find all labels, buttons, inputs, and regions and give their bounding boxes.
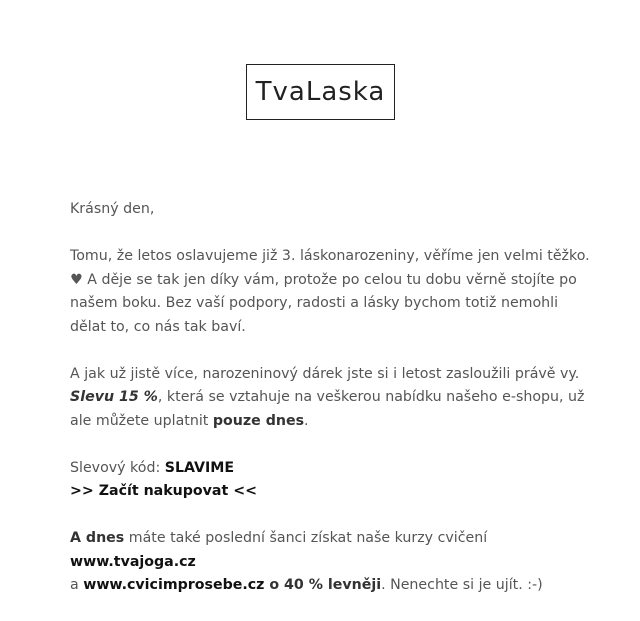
paragraph-courses <box>70 527 590 598</box>
paragraph-anniversary: Tomu, že letos oslavujeme již 3. láskonarozeniny, věříme jen velmi těžko. ♥ A děje se tak jen díky vám, protože po celou tu dobu věrně stojíte po našem boku. Bez vaší podpory, radosti a lásky bychom totiž nemohli dělat to, co nás tak baví. <box>70 248 590 335</box>
discount-code-label: Slevový kód: <box>70 459 165 476</box>
start-shopping-link[interactable]: >> Začít nakupovat << <box>70 483 258 499</box>
cvicimprosebe-link[interactable]: www.cvicimprosebe.cz <box>83 577 265 593</box>
courses-and: a <box>70 577 84 593</box>
courses-end: . Nenechte si je ujít. :-) <box>381 577 543 593</box>
greeting: Krásný den, <box>70 201 155 217</box>
discount-code-value: SLAVIME <box>164 459 235 476</box>
brand-logo-text: TvaLaska <box>255 77 386 107</box>
today-text: A dnes <box>70 530 125 546</box>
brand-logo <box>246 64 395 120</box>
only-today-text: pouze dnes <box>212 412 305 429</box>
discount-end: . <box>304 412 309 429</box>
discount-40-text: o 40 % levněji <box>264 577 382 593</box>
discount-amount: Slevu 15 % <box>70 389 158 405</box>
paragraph-discount <box>70 363 590 434</box>
discount-code-block <box>70 457 590 504</box>
discount-intro: A jak už jistě více, narozeninový dárek jste si i letost zasloužili právě vy. <box>70 365 580 382</box>
discount-description: , která se vztahuje na veškerou nabídku našeho e-shopu, už ale můžete uplatnit <box>70 389 585 429</box>
courses-description: máte také poslední šanci získat naše kurzy cvičení <box>124 530 488 546</box>
tvajoga-link[interactable]: www.tvajoga.cz <box>70 553 196 570</box>
email-body <box>70 198 590 621</box>
